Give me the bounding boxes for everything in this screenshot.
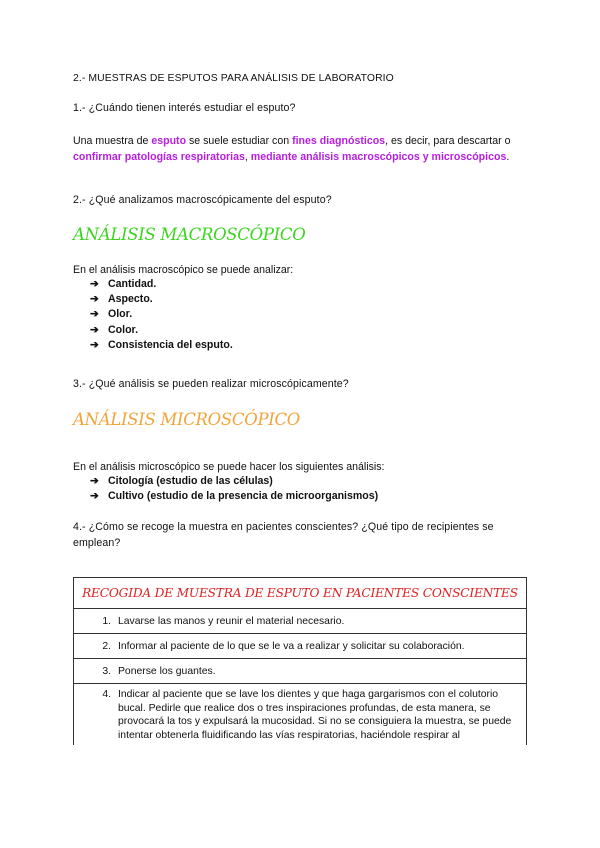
list-item xyxy=(90,277,233,292)
arrow-right-icon: ➔ xyxy=(90,293,99,306)
step-number: 3. xyxy=(102,666,111,677)
micro-list xyxy=(90,474,378,504)
arrow-right-icon: ➔ xyxy=(90,308,99,321)
list-item-text: Cantidad. xyxy=(108,278,157,290)
answer-1-text: , xyxy=(244,151,251,163)
keyword-analisis: mediante análisis macroscópicos y microscópicos xyxy=(250,151,507,163)
answer-1-text: se suele estudiar con xyxy=(186,135,293,147)
list-item xyxy=(90,307,233,322)
answer-1-text: . xyxy=(506,151,510,163)
arrow-right-icon: ➔ xyxy=(90,323,99,336)
step-number: 2. xyxy=(102,641,111,652)
procedure-table xyxy=(73,577,527,745)
macro-section-title: ANÁLISIS MACROSCÓPICO xyxy=(73,225,306,244)
table-row xyxy=(74,609,527,634)
keyword-esputo: esputo xyxy=(151,135,187,147)
arrow-right-icon: ➔ xyxy=(90,278,99,290)
list-item-text: Color. xyxy=(108,323,139,336)
list-item-text: Aspecto. xyxy=(108,293,153,306)
list-item xyxy=(90,292,233,307)
list-item xyxy=(90,323,233,338)
table-row xyxy=(74,634,527,659)
step-text: Ponerse los guantes. xyxy=(118,666,216,677)
table-row xyxy=(74,659,527,684)
arrow-right-icon: ➔ xyxy=(90,338,99,351)
question-3: 3.- ¿Qué análisis se pueden realizar microscópicamente? xyxy=(73,378,349,390)
list-item-text: Consistencia del esputo. xyxy=(108,338,233,351)
list-item-text: Cultivo (estudio de la presencia de microorganismos) xyxy=(108,490,379,503)
keyword-fines-diagnosticos: fines diagnósticos xyxy=(292,135,386,147)
micro-section-title: ANÁLISIS MICROSCÓPICO xyxy=(73,410,301,429)
arrow-right-icon: ➔ xyxy=(90,475,99,487)
table-row xyxy=(74,684,527,746)
list-item xyxy=(90,474,378,489)
page-heading: 2.- MUESTRAS DE ESPUTOS PARA ANÁLISIS DE LABORATORIO xyxy=(73,73,394,84)
step-number: 4. xyxy=(102,689,111,700)
table-title: RECOGIDA DE MUESTRA DE ESPUTO EN PACIENTES CONSCIENTES xyxy=(74,578,527,609)
list-item xyxy=(90,489,378,504)
macro-list xyxy=(90,277,233,353)
micro-intro: En el análisis microscópico se puede hacer los siguientes análisis: xyxy=(73,461,385,473)
list-item xyxy=(90,338,233,353)
answer-1 xyxy=(73,133,533,165)
question-2: 2.- ¿Qué analizamos macroscópicamente del esputo? xyxy=(73,194,332,206)
answer-1-text: Una muestra de xyxy=(73,135,152,147)
question-4: 4.- ¿Cómo se recoge la muestra en pacientes conscientes? ¿Qué tipo de recipientes se emplean? xyxy=(73,521,494,549)
question-1: 1.- ¿Cuándo tienen interés estudiar el esputo? xyxy=(73,102,296,114)
step-number: 1. xyxy=(102,616,111,627)
answer-1-text: , es decir, para descartar o xyxy=(385,135,511,147)
step-text: Indicar al paciente que se lave los dientes y que haga gargarismos con el colutorio bucal. Pedirle que realice dos o tres inspiraciones profundas, de esta manera, se provocará la tos y expulsará la mucosidad. Si no se consiguiera la muestra, se puede intentar obtenerla fluidificando las vías respiratorias, haciéndole respirar al xyxy=(118,689,512,741)
list-item-text: Olor. xyxy=(108,308,133,321)
step-text: Lavarse las manos y reunir el material necesario. xyxy=(118,616,345,627)
macro-intro: En el análisis macroscópico se puede analizar: xyxy=(73,264,294,276)
step-text: Informar al paciente de lo que se le va a realizar y solicitar su colaboración. xyxy=(118,641,465,652)
keyword-patologias: confirmar patologías respiratorias xyxy=(73,151,245,163)
arrow-right-icon: ➔ xyxy=(90,490,99,503)
list-item-text: Citología (estudio de las células) xyxy=(108,475,273,487)
